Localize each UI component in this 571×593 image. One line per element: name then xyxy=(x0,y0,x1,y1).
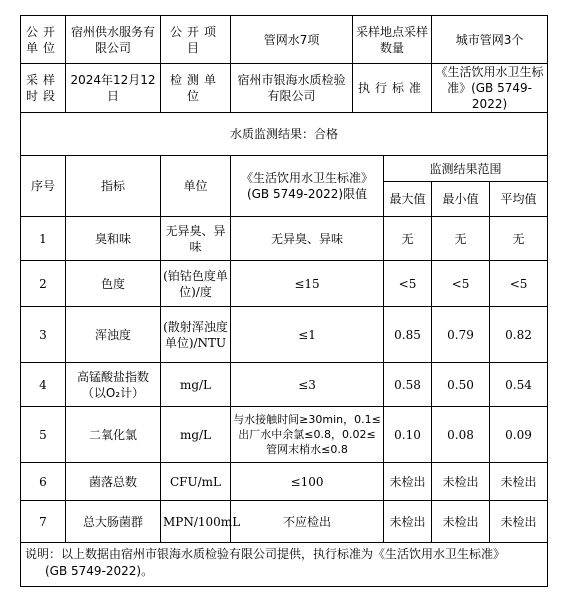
row-limit: 无异臭、异味 xyxy=(231,217,384,261)
row-unit: 无异臭、异味 xyxy=(161,217,231,261)
row-indicator: 高锰酸盐指数（以O₂计） xyxy=(66,363,161,407)
row-unit: mg/L xyxy=(161,407,231,463)
unit-value: 宿州供水服务有限公司 xyxy=(66,16,161,64)
note-line-2: (GB 5749-2022)。 xyxy=(45,564,154,578)
row-min: <5 xyxy=(432,261,490,307)
col-min: 最小值 xyxy=(432,182,490,217)
row-unit: (散射浑浊度单位)/NTU xyxy=(161,307,231,363)
col-limit: 《生活饮用水卫生标准》(GB 5749-2022)限值 xyxy=(231,156,384,217)
row-unit: CFU/mL xyxy=(161,463,231,501)
row-seq: 7 xyxy=(21,501,66,543)
water-quality-report xyxy=(20,15,547,587)
table-row xyxy=(21,407,548,463)
sample-location-label: 采样地点采样数量 xyxy=(353,16,432,64)
col-indicator: 指标 xyxy=(66,156,161,217)
table-row xyxy=(21,463,548,501)
row-avg: 0.54 xyxy=(490,363,548,407)
header-row-2 xyxy=(21,64,548,113)
row-limit: ≤100 xyxy=(231,463,384,501)
row-max: 无 xyxy=(384,217,432,261)
standard-label: 执行标准 xyxy=(353,64,432,113)
row-avg: 0.82 xyxy=(490,307,548,363)
row-indicator: 浑浊度 xyxy=(66,307,161,363)
row-min: 0.79 xyxy=(432,307,490,363)
period-label: 采样时段 xyxy=(21,64,66,113)
result-row xyxy=(21,113,548,156)
row-indicator: 色度 xyxy=(66,261,161,307)
row-avg: 无 xyxy=(490,217,548,261)
row-limit: ≤3 xyxy=(231,363,384,407)
row-unit: (铂钴色度单位)/度 xyxy=(161,261,231,307)
row-min: 无 xyxy=(432,217,490,261)
row-max: 未检出 xyxy=(384,501,432,543)
row-min: 0.50 xyxy=(432,363,490,407)
note-row xyxy=(21,543,548,587)
row-indicator: 总大肠菌群 xyxy=(66,501,161,543)
row-indicator: 菌落总数 xyxy=(66,463,161,501)
row-limit: ≤1 xyxy=(231,307,384,363)
row-min: 未检出 xyxy=(432,463,490,501)
table-row xyxy=(21,307,548,363)
header-row-1 xyxy=(21,16,548,64)
row-limit: ≤15 xyxy=(231,261,384,307)
row-max: <5 xyxy=(384,261,432,307)
project-label: 公开项目 xyxy=(161,16,231,64)
sample-location-value: 城市管网3个 xyxy=(432,16,548,64)
row-indicator: 臭和味 xyxy=(66,217,161,261)
row-seq: 1 xyxy=(21,217,66,261)
row-seq: 4 xyxy=(21,363,66,407)
report-table xyxy=(20,15,548,587)
col-unit: 单位 xyxy=(161,156,231,217)
row-seq: 5 xyxy=(21,407,66,463)
note-line-1: 说明：以上数据由宿州市银海水质检验有限公司提供，执行标准为《生活饮用水卫生标准》 xyxy=(25,547,506,561)
standard-value: 《生活饮用水卫生标准》(GB 5749-2022) xyxy=(432,64,548,113)
result-title: 水质监测结果：合格 xyxy=(21,113,548,156)
project-value: 管网水7项 xyxy=(231,16,353,64)
table-row xyxy=(21,501,548,543)
row-avg: 未检出 xyxy=(490,501,548,543)
row-min: 未检出 xyxy=(432,501,490,543)
test-unit-value: 宿州市银海水质检验有限公司 xyxy=(231,64,353,113)
row-seq: 6 xyxy=(21,463,66,501)
row-avg: <5 xyxy=(490,261,548,307)
column-header-row-1 xyxy=(21,156,548,182)
col-max: 最大值 xyxy=(384,182,432,217)
row-unit: mg/L xyxy=(161,363,231,407)
period-value: 2024年12月12日 xyxy=(66,64,161,113)
note xyxy=(21,543,548,587)
row-max: 0.10 xyxy=(384,407,432,463)
row-max: 0.58 xyxy=(384,363,432,407)
table-row xyxy=(21,261,548,307)
row-seq: 2 xyxy=(21,261,66,307)
row-indicator: 二氧化氯 xyxy=(66,407,161,463)
col-range: 监测结果范围 xyxy=(384,156,548,182)
table-row xyxy=(21,363,548,407)
table-row xyxy=(21,217,548,261)
col-seq: 序号 xyxy=(21,156,66,217)
row-unit: MPN/100mL xyxy=(161,501,231,543)
row-max: 0.85 xyxy=(384,307,432,363)
unit-label: 公开单位 xyxy=(21,16,66,64)
col-avg: 平均值 xyxy=(490,182,548,217)
test-unit-label: 检测单位 xyxy=(161,64,231,113)
row-limit: 不应检出 xyxy=(231,501,384,543)
row-limit: 与水接触时间≥30min，0.1≤出厂水中余氯≤0.8，0.02≤管网末梢水≤0.8 xyxy=(231,407,384,463)
row-avg: 0.09 xyxy=(490,407,548,463)
row-min: 0.08 xyxy=(432,407,490,463)
row-max: 未检出 xyxy=(384,463,432,501)
row-seq: 3 xyxy=(21,307,66,363)
row-avg: 未检出 xyxy=(490,463,548,501)
